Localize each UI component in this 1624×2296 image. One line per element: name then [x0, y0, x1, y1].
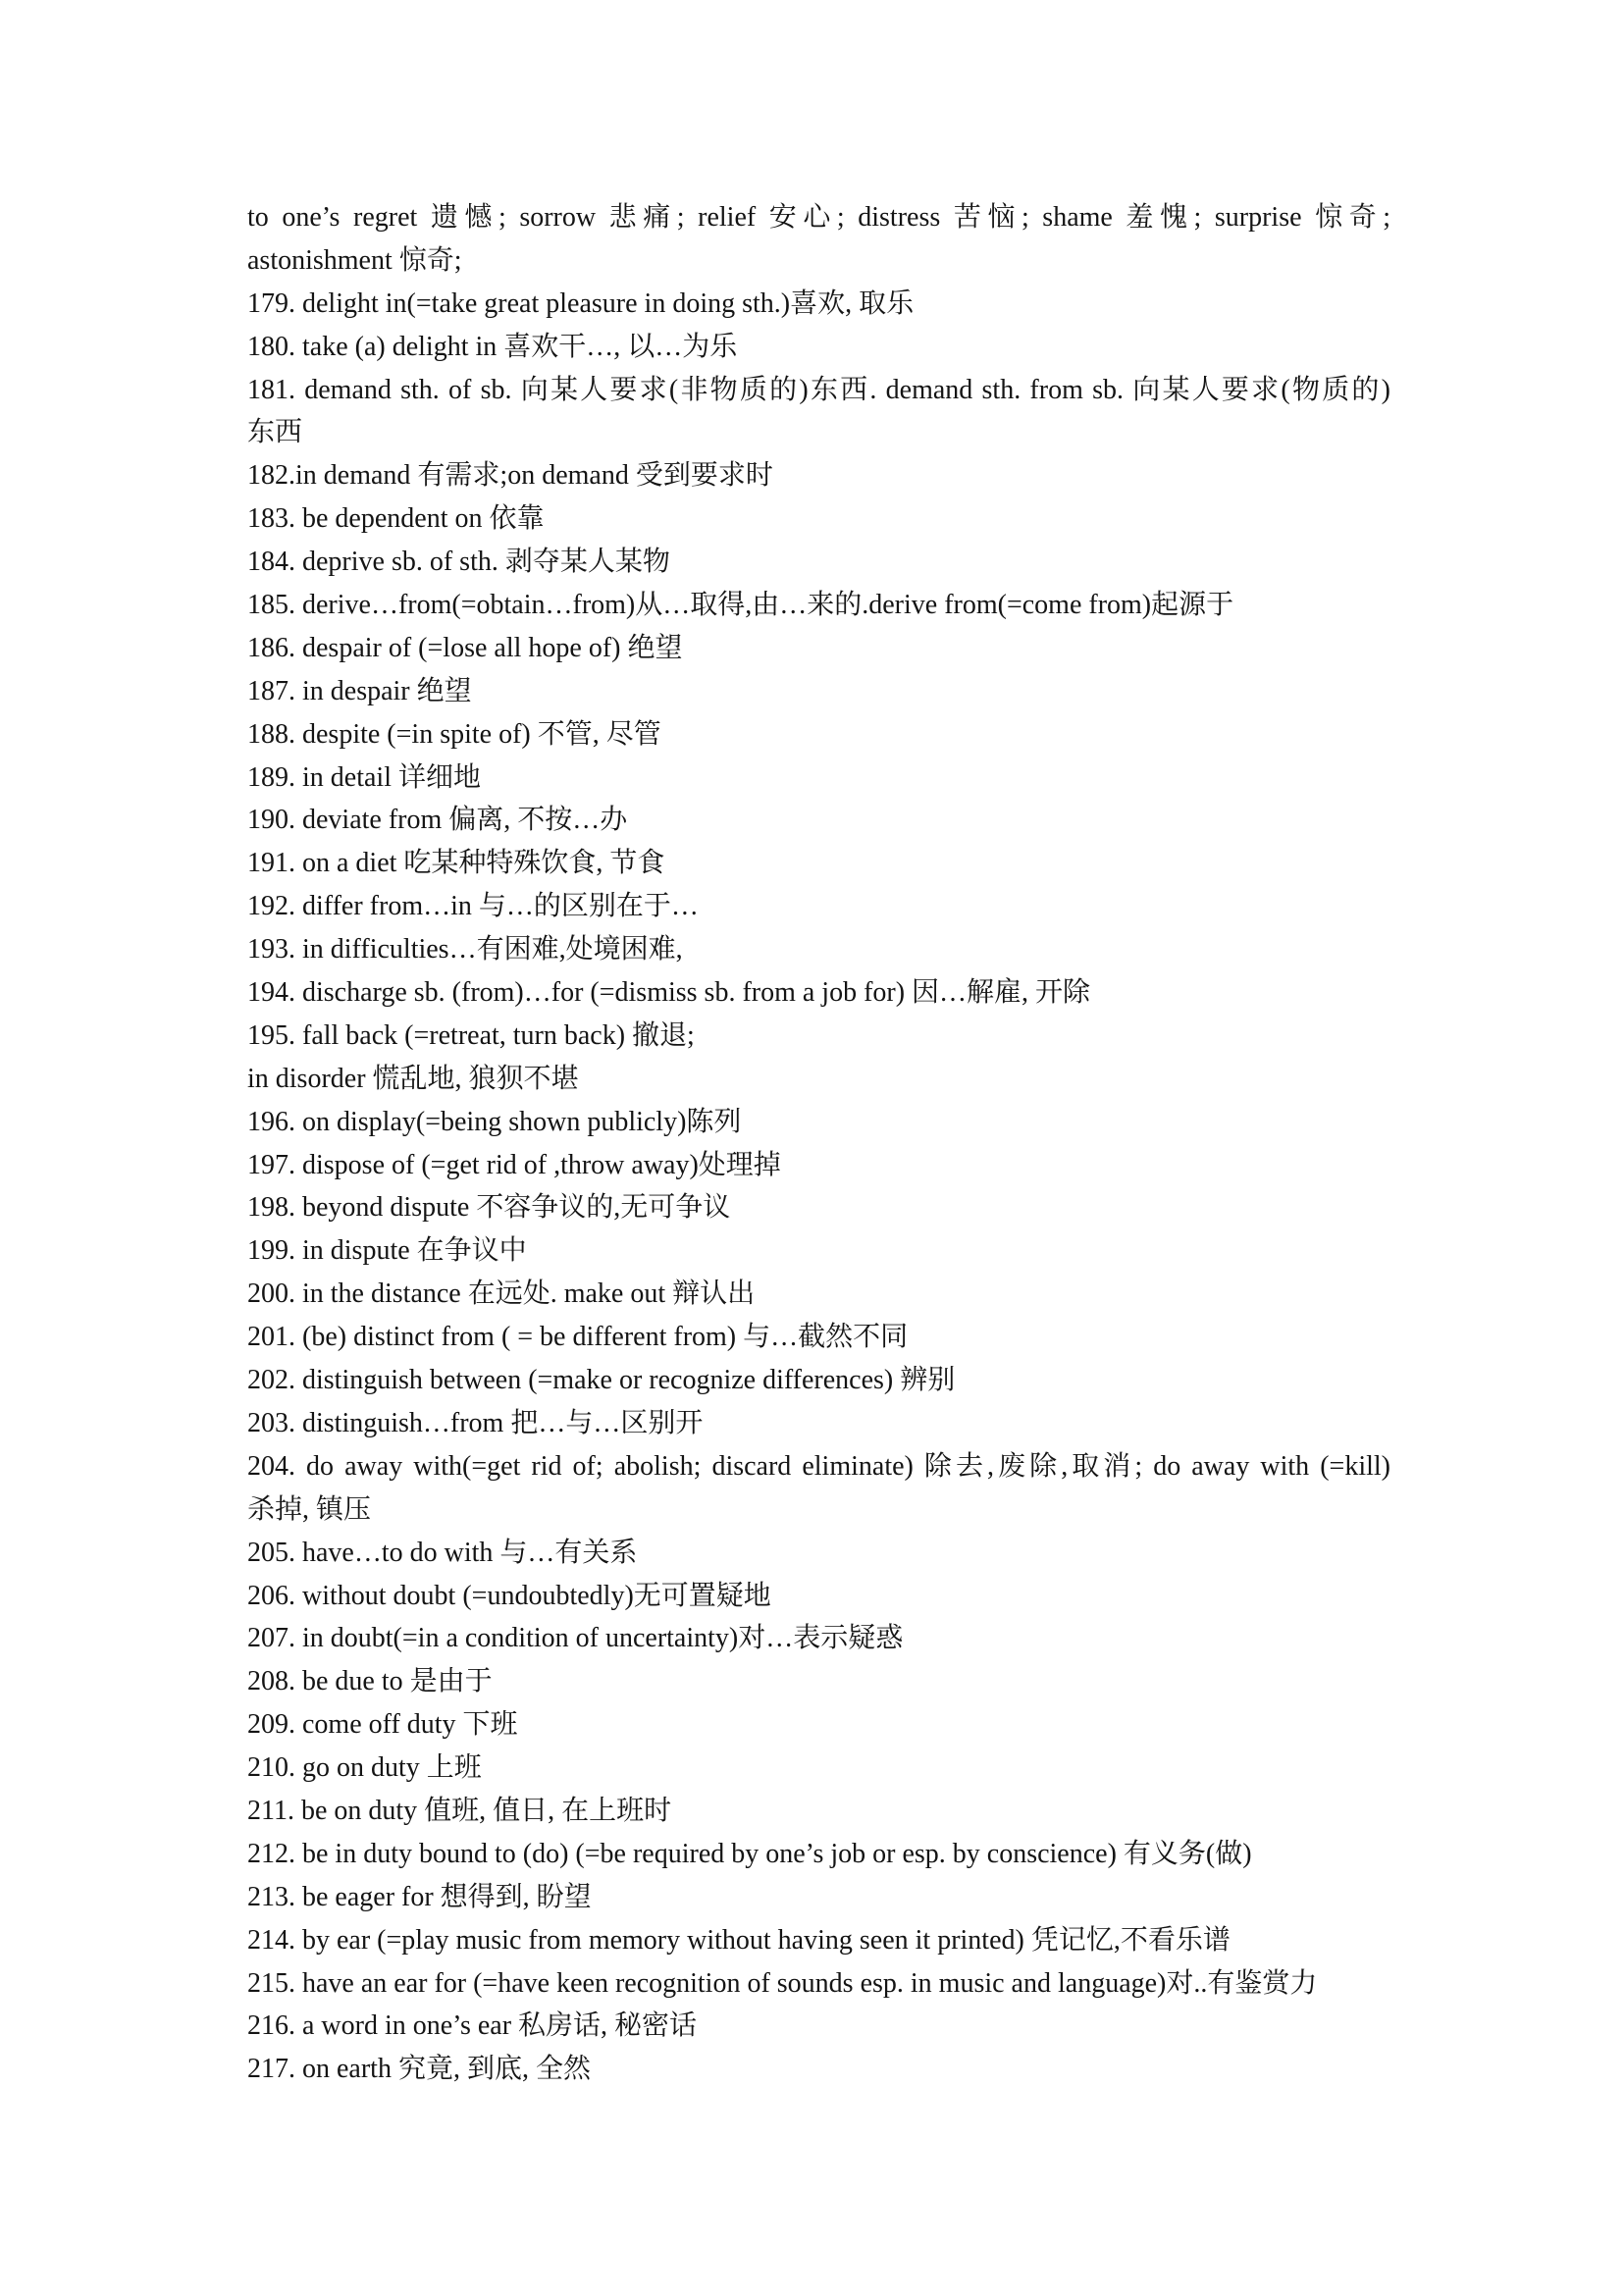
text-line: 205. have…to do with 与…有关系: [247, 1537, 638, 1568]
text-line: 179. delight in(=take great pleasure in doing sth.)喜欢, 取乐: [247, 287, 915, 319]
text-line: 180. take (a) delight in 喜欢干…, 以…为乐: [247, 331, 738, 362]
text-line: 198. beyond dispute 不容争议的,无可争议: [247, 1192, 731, 1224]
text-line: astonishment 惊奇;: [247, 244, 462, 276]
text-line: 209. come off duty 下班: [247, 1709, 518, 1741]
text-line: 181. demand sth. of sb. 向某人要求(非物质的)东西. demand sth. from sb. 向某人要求(物质的): [247, 374, 1390, 405]
text-line: 185. derive…from(=obtain…from)从…取得,由…来的.derive from(=come from)起源于: [247, 590, 1234, 621]
text-line: 187. in despair 绝望: [247, 675, 472, 706]
text-line: 189. in detail 详细地: [247, 761, 481, 793]
text-line: 东西: [247, 417, 303, 448]
text-line: 184. deprive sb. of sth. 剥夺某人某物: [247, 547, 670, 578]
text-line: 186. despair of (=lose all hope of) 绝望: [247, 632, 683, 663]
text-line: 208. be due to 是由于: [247, 1666, 493, 1697]
text-line: 210. go on duty 上班: [247, 1752, 482, 1784]
text-line: 杀掉, 镇压: [247, 1493, 372, 1525]
text-line: 196. on display(=being shown publicly)陈列: [247, 1106, 742, 1137]
text-line: 214. by ear (=play music from memory without having seen it printed) 凭记忆,不看乐谱: [247, 1924, 1231, 1956]
text-line: 183. be dependent on 依靠: [247, 503, 545, 535]
text-line: 195. fall back (=retreat, turn back) 撤退;: [247, 1019, 695, 1051]
text-line: 194. discharge sb. (from)…for (=dismiss sb. from a job for) 因…解雇, 开除: [247, 977, 1091, 1009]
text-line: 211. be on duty 值班, 值日, 在上班时: [247, 1795, 672, 1826]
text-line: 188. despite (=in spite of) 不管, 尽管: [247, 718, 661, 750]
text-line: 193. in difficulties…有困难,处境困难,: [247, 934, 683, 965]
text-line: 182.in demand 有需求;on demand 受到要求时: [247, 460, 773, 492]
text-line: 204. do away with(=get rid of; abolish; discard eliminate) 除去,废除,取消; do away with (=kill): [247, 1450, 1390, 1482]
text-line: to one’s regret 遗憾; sorrow 悲痛; relief 安心; distress 苦恼; shame 羞愧; surprise 惊奇;: [247, 202, 1390, 233]
text-line: 199. in dispute 在争议中: [247, 1235, 527, 1267]
vocabulary-list: [247, 196, 1390, 2091]
text-line: 206. without doubt (=undoubtedly)无可置疑地: [247, 1580, 771, 1611]
text-line: 200. in the distance 在远处. make out 辩认出: [247, 1278, 756, 1310]
text-line: 197. dispose of (=get rid of ,throw away)处理掉: [247, 1149, 781, 1180]
text-line: 201. (be) distinct from ( = be different from) 与…截然不同: [247, 1322, 909, 1353]
text-line: 203. distinguish…from 把…与…区别开: [247, 1407, 704, 1438]
text-line: 207. in doubt(=in a condition of uncertainty)对…表示疑惑: [247, 1623, 904, 1654]
text-line: 216. a word in one’s ear 私房话, 秘密话: [247, 2010, 698, 2042]
text-line: 190. deviate from 偏离, 不按…办: [247, 805, 628, 836]
text-line: 191. on a diet 吃某种特殊饮食, 节食: [247, 848, 665, 879]
text-line: 212. be in duty bound to (do) (=be required by one’s job or esp. by conscience) 有义务(做): [247, 1838, 1252, 1869]
text-line: 213. be eager for 想得到, 盼望: [247, 1881, 592, 1912]
text-line: 217. on earth 究竟, 到底, 全然: [247, 2054, 591, 2085]
text-line: 202. distinguish between (=make or recognize differences) 辨别: [247, 1365, 956, 1396]
text-line: 215. have an ear for (=have keen recognition of sounds esp. in music and language)对..有鉴赏力: [247, 1967, 1318, 1999]
text-line: in disorder 慌乱地, 狼狈不堪: [247, 1063, 579, 1094]
text-line: 192. differ from…in 与…的区别在于…: [247, 891, 699, 922]
